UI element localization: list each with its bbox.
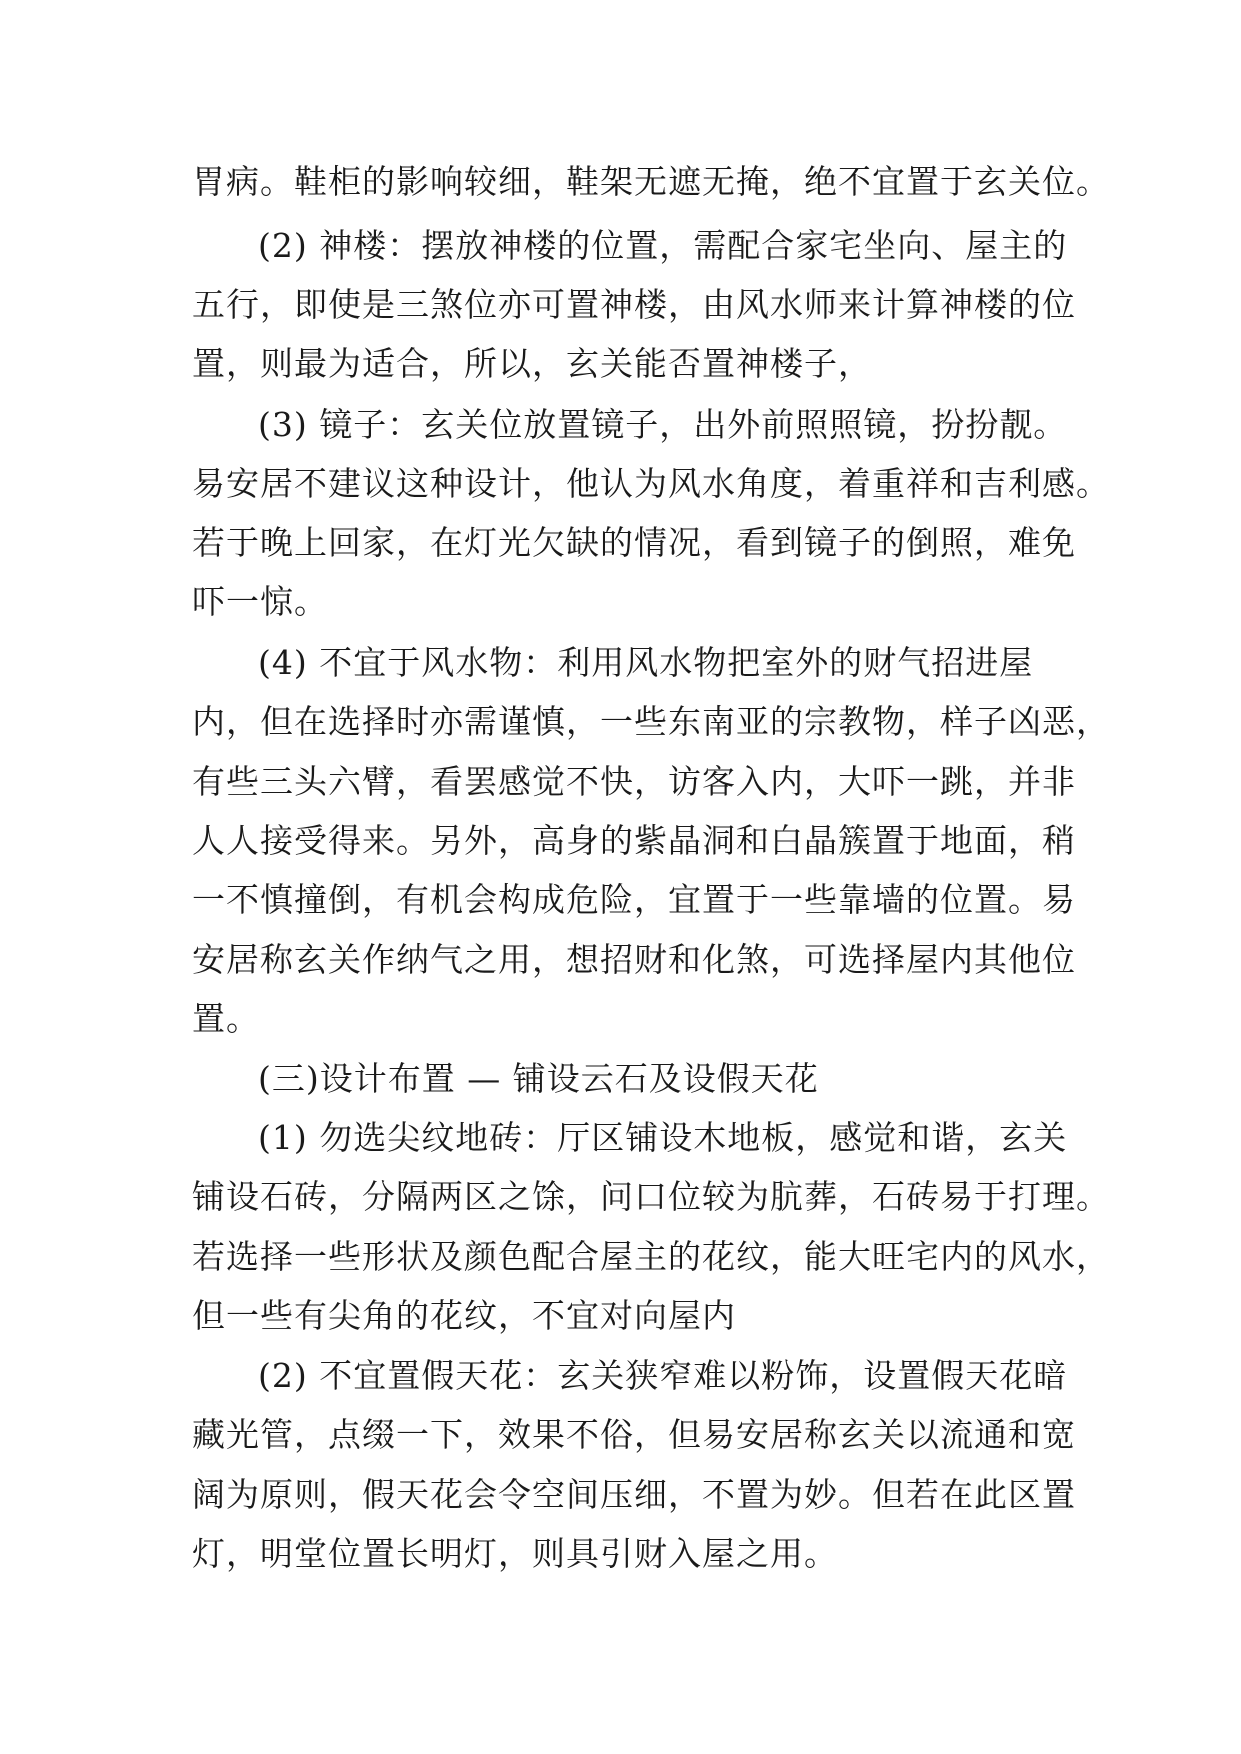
text-line-3: 五行，即使是三煞位亦可置神楼，由风水师来计算神楼的位 — [192, 285, 1076, 324]
text-line-24: 灯，明堂位置长明灯，则具引财入屋之用。 — [192, 1534, 838, 1573]
section-heading: (三)设计布置 — 铺设云石及设假天花 — [258, 1059, 819, 1098]
text-line-4: 置，则最为适合，所以，玄关能否置神楼子， — [192, 344, 872, 383]
text-line-20: 但一些有尖角的花纹，不宜对向屋内 — [192, 1296, 736, 1335]
text-line-10: 内，但在选择时亦需谨慎，一些东南亚的宗教物，样子凶恶， — [192, 702, 1110, 741]
text-line-6: 易安居不建议这种设计，他认为风水角度，着重祥和吉利感。 — [192, 464, 1110, 503]
text-line-23: 阔为原则，假天花会令空间压细，不置为妙。但若在此区置 — [192, 1475, 1076, 1514]
text-line-8: 吓一惊。 — [192, 582, 328, 621]
text-line-9: (4) 不宜于风水物：利用风水物把室外的财气招进屋 — [258, 643, 1034, 682]
text-line-15: 置。 — [192, 999, 260, 1038]
text-line-22: 藏光管，点缀一下，效果不俗，但易安居称玄关以流通和宽 — [192, 1415, 1076, 1454]
text-line-1: 胃病。鞋柜的影响较细，鞋架无遮无掩，绝不宜置于玄关位。 — [192, 162, 1110, 201]
text-line-5: (3) 镜子：玄关位放置镜子，出外前照照镜，扮扮靓。 — [258, 405, 1068, 444]
text-line-19: 若选择一些形状及颜色配合屋主的花纹，能大旺宅内的风水， — [192, 1237, 1110, 1276]
text-line-18: 铺设石砖，分隔两区之馀，问口位较为肮葬，石砖易于打理。 — [192, 1177, 1110, 1216]
text-line-21: (2) 不宜置假天花：玄关狭窄难以粉饰，设置假天花暗 — [258, 1356, 1068, 1395]
text-line-12: 人人接受得来。另外，高身的紫晶洞和白晶簇置于地面，稍 — [192, 821, 1076, 860]
text-line-13: 一不慎撞倒，有机会构成危险，宜置于一些靠墙的位置。易 — [192, 880, 1076, 919]
text-line-7: 若于晚上回家，在灯光欠缺的情况，看到镜子的倒照，难免 — [192, 523, 1076, 562]
text-line-2: (2) 神楼：摆放神楼的位置，需配合家宅坐向、屋主的 — [258, 226, 1068, 265]
text-line-11: 有些三头六臂，看罢感觉不快，访客入内，大吓一跳，并非 — [192, 762, 1076, 801]
text-line-14: 安居称玄关作纳气之用，想招财和化煞，可选择屋内其他位 — [192, 940, 1076, 979]
text-line-17: (1) 勿选尖纹地砖：厅区铺设木地板，感觉和谐，玄关 — [258, 1118, 1068, 1157]
